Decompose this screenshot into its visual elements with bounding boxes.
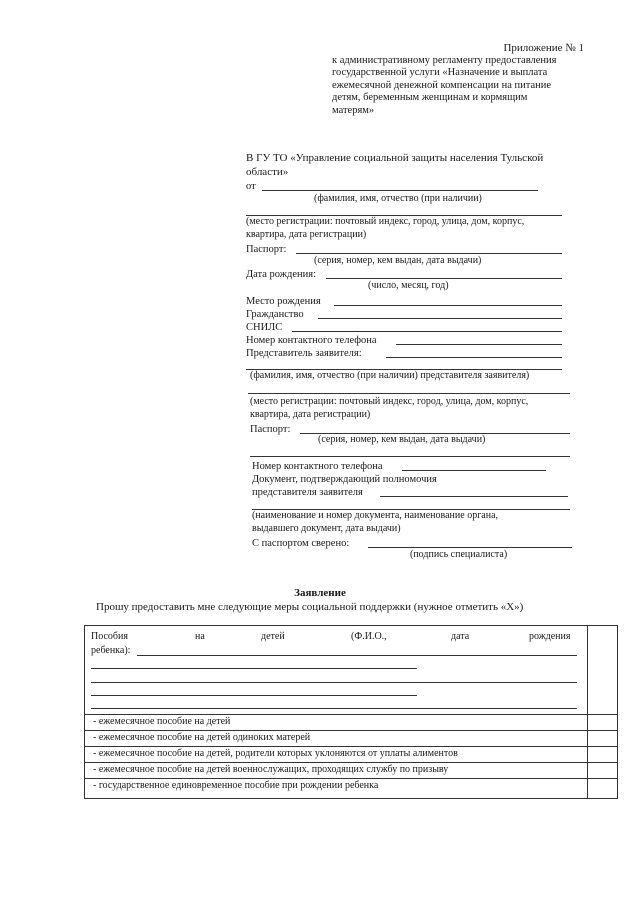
specialist-signature-field[interactable] <box>368 537 572 548</box>
rep-phone-field[interactable] <box>402 460 546 471</box>
rep-reg-hint-1: (место регистрации: почтовый индекс, город, улица, дом, корпус, <box>250 396 529 407</box>
child-info-field[interactable] <box>137 645 577 656</box>
table-head-word: ребенка): <box>91 645 131 656</box>
doc-hint-2: выдавшего документ, дата выдачи) <box>252 523 401 534</box>
table-head-word: на <box>195 631 205 642</box>
rep-phone-label: Номер контактного телефона <box>252 461 383 472</box>
snils-label: СНИЛС <box>246 322 283 333</box>
appendix-line: детям, беременным женщинам и кормящим <box>332 92 528 103</box>
table-head-word: детей <box>261 631 285 642</box>
rep-passport-field[interactable] <box>300 423 570 434</box>
passport-field[interactable] <box>296 243 562 254</box>
child-info-field-2[interactable] <box>91 658 417 669</box>
appendix-line: ежемесячной денежной компенсации на питание <box>332 79 552 91</box>
rep-fio-hint: (фамилия, имя, отчество (при наличии) представителя заявителя) <box>250 370 530 381</box>
rep-reg-hint-2: квартира, дата регистрации) <box>250 409 371 420</box>
authority-doc-label-1: Документ, подтверждающий полномочия <box>252 474 437 485</box>
passport-hint: (серия, номер, кем выдан, дата выдачи) <box>314 255 482 266</box>
from-label: от <box>246 181 256 192</box>
authority-doc-label-2: представителя заявителя <box>252 487 363 498</box>
appendix-block <box>332 42 584 117</box>
citizenship-field[interactable] <box>318 308 562 319</box>
appendix-line: матерям» <box>332 104 375 116</box>
rep-reg-field[interactable] <box>248 383 570 394</box>
addressee-line2: области» <box>246 166 289 178</box>
doc-hint-1: (наименование и номер документа, наименование органа, <box>252 510 499 521</box>
fio-hint: (фамилия, имя, отчество (при наличии) <box>314 193 482 204</box>
passport-label: Паспорт: <box>246 244 287 255</box>
benefit-label: - ежемесячное пособие на детей военнослужащих, проходящих службу по призыву <box>93 764 449 775</box>
benefit-row[interactable] <box>85 762 617 777</box>
representative-field[interactable] <box>386 347 562 358</box>
benefit-row[interactable] <box>85 778 617 793</box>
rep-passport-field-2[interactable] <box>250 446 570 457</box>
table-head-word: рождения <box>529 631 571 642</box>
table-head-word: дата <box>451 631 470 642</box>
phone-field[interactable] <box>396 334 562 345</box>
child-info-field-3[interactable] <box>91 672 577 683</box>
birthdate-field[interactable] <box>326 268 562 279</box>
birthdate-label: Дата рождения: <box>246 269 317 280</box>
child-info-field-5[interactable] <box>91 698 577 709</box>
birthplace-label: Место рождения <box>246 296 321 307</box>
child-info-field-4[interactable] <box>91 685 417 696</box>
representative-field-2[interactable] <box>246 359 562 370</box>
verified-label: С паспортом сверено: <box>252 538 350 549</box>
signature-hint: (подпись специалиста) <box>410 549 508 560</box>
phone-label: Номер контактного телефона <box>246 335 377 346</box>
applicant-fio-field[interactable] <box>262 180 538 191</box>
benefit-label: - ежемесячное пособие на детей одиноких матерей <box>93 732 311 743</box>
reg-hint-2: квартира, дата регистрации) <box>246 229 367 240</box>
appendix-line: к административному регламенту предоставления <box>332 54 557 66</box>
authority-doc-field[interactable] <box>380 486 568 497</box>
birthdate-hint: (число, месяц, год) <box>368 280 449 291</box>
statement-intro: Прошу предоставить мне следующие меры социальной поддержки (нужное отметить «Х») <box>96 601 524 613</box>
appendix-line: государственной услуги «Назначение и выплата <box>332 67 548 78</box>
benefit-row[interactable] <box>85 746 617 761</box>
applicant-fio-field-2[interactable] <box>246 205 562 216</box>
benefit-label: - ежемесячное пособие на детей, родители которых уклоняются от уплаты алиментов <box>93 748 458 759</box>
table-head-word: (Ф.И.О., <box>351 631 387 642</box>
benefit-label: - государственное единовременное пособие при рождении ребенка <box>93 780 379 791</box>
authority-doc-field-2[interactable] <box>252 499 570 510</box>
table-head-word: Пособия <box>91 631 128 642</box>
reg-hint-1: (место регистрации: почтовый индекс, город, улица, дом, корпус, <box>246 216 525 227</box>
benefit-row[interactable] <box>85 714 617 729</box>
snils-field[interactable] <box>292 321 562 332</box>
citizenship-label: Гражданство <box>246 309 304 320</box>
benefits-table <box>84 625 618 799</box>
appendix-title: Приложение № 1 <box>503 42 584 54</box>
rep-passport-hint: (серия, номер, кем выдан, дата выдачи) <box>318 434 486 445</box>
benefit-label: - ежемесячное пособие на детей <box>93 716 231 727</box>
rep-passport-label: Паспорт: <box>250 424 291 435</box>
addressee-line1: В ГУ ТО «Управление социальной защиты населения Тульской <box>246 152 544 164</box>
birthplace-field[interactable] <box>334 295 562 306</box>
representative-label: Представитель заявителя: <box>246 348 362 359</box>
statement-title: Заявление <box>294 587 346 599</box>
benefit-row[interactable] <box>85 730 617 745</box>
